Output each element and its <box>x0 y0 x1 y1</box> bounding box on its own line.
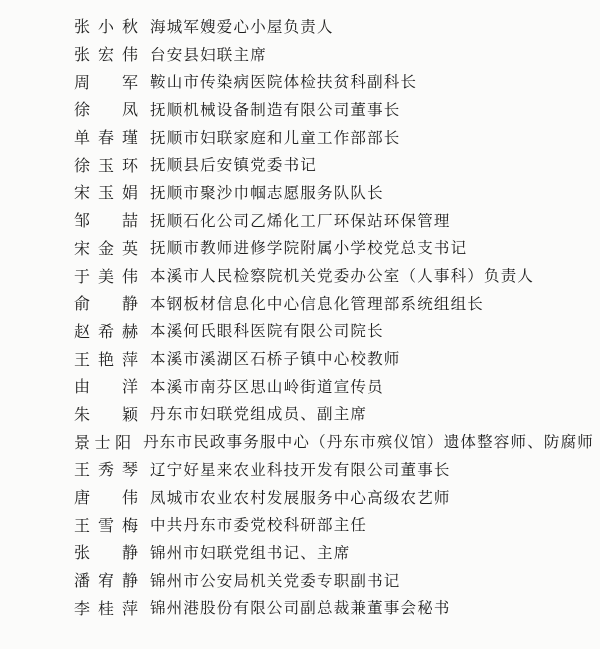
person-name: 宋金英 <box>74 238 138 258</box>
person-name: 由 洋 <box>74 377 138 397</box>
person-title: 台安县妇联主席 <box>150 45 267 64</box>
person-title: 鞍山市传染病医院体检扶贫科副科长 <box>150 73 418 92</box>
person-title: 丹东市妇联党组成员、副主席 <box>150 405 368 424</box>
list-item <box>74 234 594 262</box>
person-name: 潘宥静 <box>74 571 138 591</box>
person-name: 宋玉娟 <box>74 183 138 203</box>
list-item <box>74 510 594 538</box>
list-item <box>74 483 594 511</box>
list-item <box>74 40 594 68</box>
person-title: 抚顺县后安镇党委书记 <box>150 156 318 175</box>
list-item <box>74 261 594 289</box>
list-item <box>74 67 594 95</box>
person-name: 赵希赫 <box>74 321 138 341</box>
person-name: 景士阳 <box>74 432 132 452</box>
list-item <box>74 400 594 428</box>
list-item <box>74 95 594 123</box>
person-name: 王雪梅 <box>74 515 138 535</box>
list-item <box>74 150 594 178</box>
person-name: 王艳萍 <box>74 349 138 369</box>
list-item <box>74 344 594 372</box>
person-name: 张小秋 <box>74 17 138 37</box>
person-name: 唐 伟 <box>74 488 138 508</box>
list-item <box>74 178 594 206</box>
person-title: 锦州市妇联党组书记、主席 <box>150 543 351 562</box>
person-title: 抚顺市妇联家庭和儿童工作部部长 <box>150 128 401 147</box>
list-item <box>74 566 594 594</box>
person-title: 抚顺机械设备制造有限公司董事长 <box>150 100 401 119</box>
honoree-list <box>74 12 594 621</box>
list-item <box>74 206 594 234</box>
person-name: 于美伟 <box>74 266 138 286</box>
person-title: 抚顺市聚沙巾帼志愿服务队队长 <box>150 183 384 202</box>
person-title: 本溪市南芬区思山岭街道宣传员 <box>150 377 384 396</box>
list-item <box>74 317 594 345</box>
person-name: 徐玉环 <box>74 155 138 175</box>
person-name: 周 军 <box>74 72 138 92</box>
person-title: 锦州市公安局机关党委专职副书记 <box>150 571 401 590</box>
person-name: 邹 喆 <box>74 211 138 231</box>
person-title: 本溪市人民检察院机关党委办公室（人事科）负责人 <box>150 267 535 286</box>
list-item <box>74 289 594 317</box>
list-item <box>74 372 594 400</box>
person-name: 李桂萍 <box>74 598 138 618</box>
person-title: 辽宁好星来农业科技开发有限公司董事长 <box>150 460 451 479</box>
person-name: 俞 静 <box>74 294 138 314</box>
list-item <box>74 123 594 151</box>
person-title: 本溪市溪湖区石桥子镇中心校教师 <box>150 350 401 369</box>
person-title: 锦州港股份有限公司副总裁兼董事会秘书 <box>150 599 451 618</box>
person-name: 朱 颖 <box>74 404 138 424</box>
person-title: 凤城市农业农村发展服务中心高级农艺师 <box>150 488 451 507</box>
person-name: 张 静 <box>74 543 138 563</box>
person-title: 本溪何氏眼科医院有限公司院长 <box>150 322 384 341</box>
list-item <box>74 12 594 40</box>
person-title: 抚顺石化公司乙烯化工厂环保站环保管理 <box>150 211 451 230</box>
list-item <box>74 427 594 455</box>
person-title: 本钢板材信息化中心信息化管理部系统组组长 <box>150 294 485 313</box>
person-name: 单春瑾 <box>74 128 138 148</box>
person-title: 抚顺市教师进修学院附属小学校党总支书记 <box>150 239 468 258</box>
person-title: 海城军嫂爱心小屋负责人 <box>150 17 334 36</box>
person-name: 王秀琴 <box>74 460 138 480</box>
person-title: 中共丹东市委党校科研部主任 <box>150 516 368 535</box>
list-item <box>74 538 594 566</box>
person-name: 徐 凤 <box>74 100 138 120</box>
person-title: 丹东市民政事务服中心（丹东市殡仪馆）遗体整容师、防腐师 <box>143 433 594 452</box>
person-name: 张宏伟 <box>74 45 138 65</box>
list-item <box>74 455 594 483</box>
list-item <box>74 593 594 621</box>
